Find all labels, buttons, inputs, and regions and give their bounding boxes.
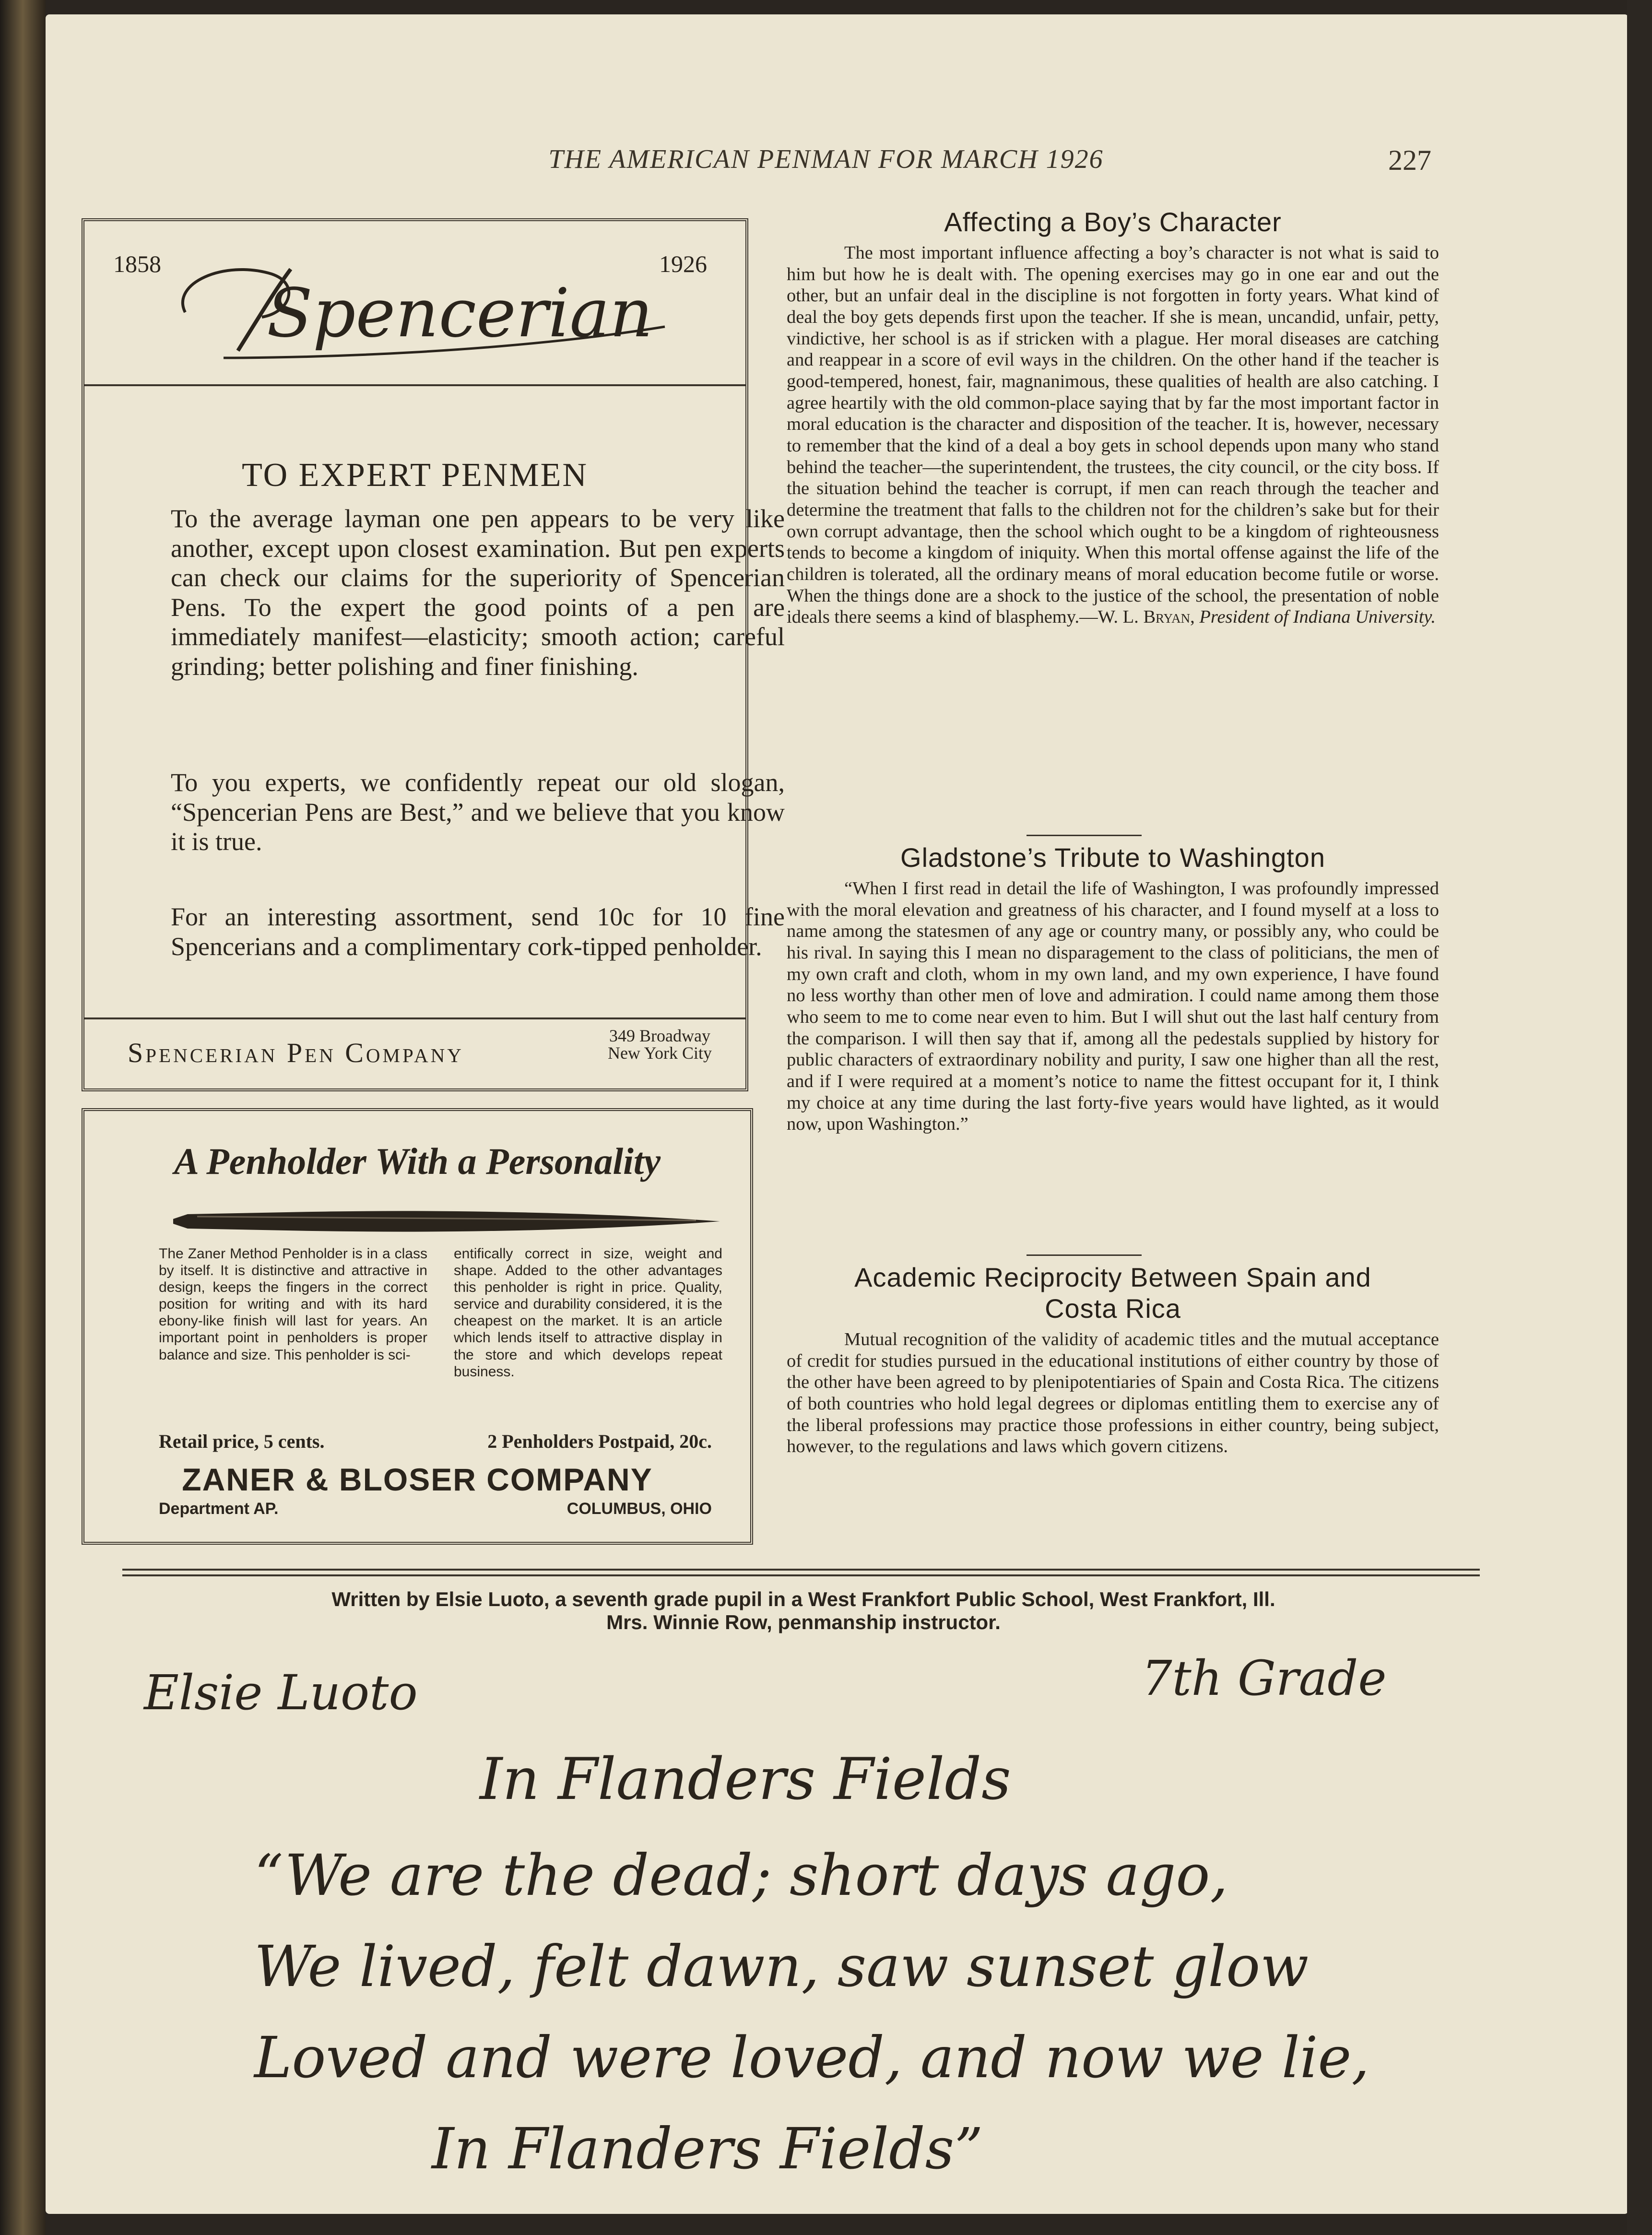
handwritten-line: “We are the dead; short days ago,: [254, 1842, 1228, 1908]
address-line: 349 Broadway: [609, 1026, 710, 1045]
ad-headline: TO EXPERT PENMEN: [242, 457, 588, 494]
handwritten-line: Loved and were loved, and now we lie,: [254, 2024, 1369, 2091]
year-left: 1858: [113, 250, 161, 277]
article: [787, 842, 1439, 1135]
penholder-image: [168, 1202, 725, 1241]
svg-text:Spencerian: Spencerian: [267, 274, 653, 353]
handwritten-line: We lived, felt dawn, saw sunset glow: [254, 1933, 1309, 1999]
article-body: “When I first read in detail the life of Washington, I was profoundly impressed with the moral elevation and greatness of his character, and I found myself at a loss to name among the statesmen of any age or country many, or possibly any, who could be his rival. In saying this I mean no disparagement to the class of politicians, the men of my own craft and cloth, whom in my own land, and my own experience, I have found no less worthy than other men of love and admiration. I could name among them those who seem to me to come near even to him. But I will shut out the last half century from the comparison. I will then say that if, among all the pedestals supplied by history for public characters of extraordinary nobility and purity, I saw one higher than all the rest, and if I were required at a moment’s notice to name the fittest occupant for it, I think my choice at any time during the last forty-five years would have lighted, as it would now, upon Washington.”: [787, 878, 1439, 1135]
address-line: New York City: [607, 1043, 712, 1063]
handwritten-title: In Flanders Fields: [480, 1746, 1011, 1813]
spencerian-ad: [82, 218, 785, 1091]
company-name: ZANER & BLOSER COMPANY: [182, 1462, 653, 1497]
ad-text-column: The Zaner Method Penholder is in a class by itself. It is distinctive and attractive in design, keeps the fingers in the correct position for writing and with its hard ebony-like finish will last for years. An important point in penholders is proper balance and size. This penholder is sci-: [159, 1246, 427, 1363]
handwritten-grade: 7th Grade: [1142, 1650, 1387, 1706]
article-separator: [1027, 835, 1142, 836]
article: [787, 206, 1439, 628]
spencerian-logo: [166, 255, 684, 360]
ad-divider: [84, 384, 745, 386]
company-name: Spencerian Pen Company: [128, 1037, 464, 1068]
company-address: [608, 1027, 712, 1062]
running-head: THE AMERICAN PENMAN FOR MARCH 1926: [548, 144, 1104, 174]
handwritten-name: Elsie Luoto: [144, 1665, 418, 1721]
title-line: Academic Reciprocity Between Spain and: [854, 1262, 1371, 1292]
specimen-caption: [120, 1588, 1487, 1634]
footer-rule: [122, 1574, 1480, 1576]
book-spine: [0, 0, 46, 2235]
ad-text-column: entifically correct in size, weight and shape. Added to the other advantages this penholder is right in price. Quality, service and durability considered, it is the cheapest on the market. It is an article which lends itself to attractive display in the store and which develops repeat business.: [454, 1246, 722, 1380]
ad-headline: A Penholder With a Personality: [174, 1140, 661, 1182]
author-name: Bryan,: [1143, 607, 1195, 627]
ad-paragraph: To the average layman one pen appears to be very like another, except upon closest examination. But pen experts can check our claims for the superiority of Spencerian Pens. To the expert the good points of a pen are immediately manifest—elasticity; smooth action; careful grinding; better polishing and finer finishing.: [171, 504, 785, 681]
retail-price: Retail price, 5 cents.: [159, 1431, 325, 1452]
handwritten-line: In Flanders Fields”: [432, 2116, 983, 2182]
ad-paragraph: For an interesting assortment, send 10c for 10 fine Spencerians and a complimentary cork-tipped penholder.: [171, 902, 785, 961]
ad-divider: [84, 1017, 745, 1019]
article-separator: [1027, 1254, 1142, 1256]
postpaid-offer: 2 Penholders Postpaid, 20c.: [487, 1431, 712, 1452]
company-city: COLUMBUS, OHIO: [566, 1500, 712, 1518]
title-line: Costa Rica: [1045, 1293, 1181, 1324]
article-body: [787, 242, 1439, 628]
caption-line: Written by Elsie Luoto, a seventh grade pupil in a West Frankfort Public School, West Frankfort, Ill.: [331, 1588, 1275, 1610]
article-body: Mutual recognition of the validity of academic titles and the mutual acceptance of credit for studies pursued in the educational institutions of either country by those of the other have been agreed to by plenipotentiaries of Spain and Costa Rica. The citizens of both countries who hold legal degrees or diplomas entitling them to exercise any of the liberal professions may practice those professions in either country, being subject, however, to the regulations and laws which govern citizens.: [787, 1329, 1439, 1457]
article: [787, 1262, 1439, 1457]
article-title: Gladstone’s Tribute to Washington: [900, 842, 1325, 873]
footer-rule: [122, 1569, 1480, 1571]
article-title: Affecting a Boy’s Character: [944, 207, 1282, 237]
page-number: 227: [1388, 144, 1431, 176]
department: Department AP.: [159, 1500, 279, 1518]
page-edge: [1627, 0, 1652, 2235]
year-right: 1926: [659, 250, 707, 277]
ad-paragraph: To you experts, we confidently repeat our old slogan, “Spencerian Pens are Best,” and we believe that you know it is true.: [171, 768, 785, 856]
article-text: The most important influence affecting a boy’s character is not what is said to him but how he is dealt with. The opening exercises may go in one ear and out the other, but an unfair deal in the discipline is not forgotten in forty years. What kind of deal the boy gets depends first upon the teacher. If she is mean, uncandid, unfair, petty, vindictive, her school is as if stricken with a plague. Her moral diseases are catching and reappear in a score of evil ways in the children. On the other hand if the teacher is good-tempered, honest, fair, magnanimous, these qualities of health are also catching. I agree heartily with the old common-place saying that by far the most important factor in moral education is the character and disposition of the teacher. It is, however, necessary to remember that the kind of a deal a boy gets in school depends upon many who stand behind the teacher—the superintendent, the trustees, the city council, or the city boss. If the situation behind the teacher is corrupt, if men can reach through the teacher and determine the treatment that falls to the children not for the children’s sake but for their own corrupt advantage, then the school which ought to be a kingdom of righteousness tends to become a kingdom of iniquity. When this mortal offense against the life of the children is tolerated, all the ordinary means of moral education become futile or worse. When the things done are a shock to the justice of the school, the presentation of noble ideals there seems a kind of blasphemy.—W. L.: [787, 243, 1439, 627]
penholder-ad: [82, 1108, 753, 1545]
article-title: [787, 1262, 1439, 1324]
caption-line: Mrs. Winnie Row, penmanship instructor.: [606, 1611, 1001, 1634]
author-title: President of Indiana University.: [1199, 607, 1436, 627]
